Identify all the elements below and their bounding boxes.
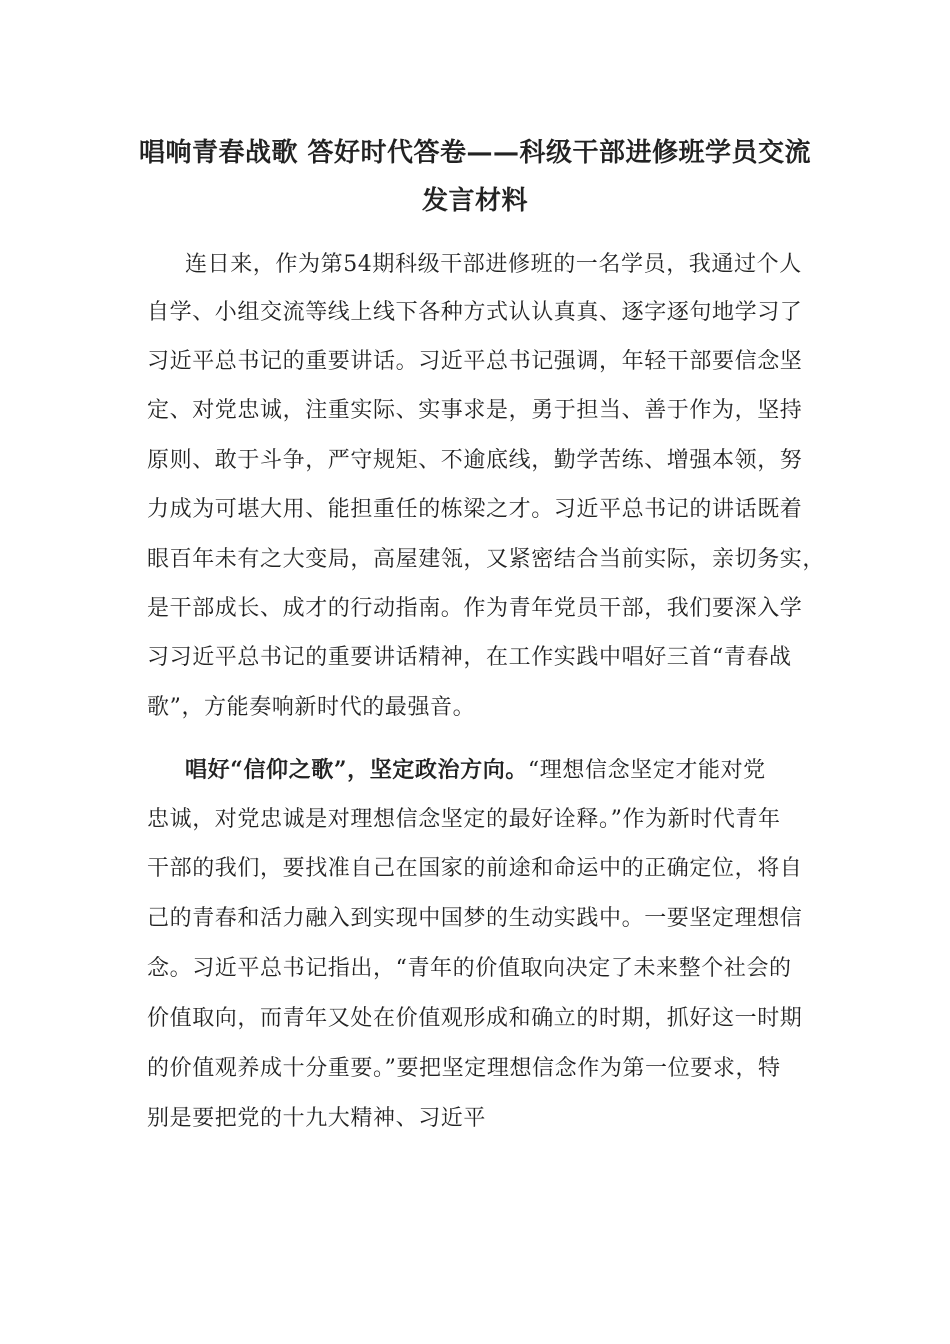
paragraph-1-line: 连日来，作为第54期科级干部进修班的一名学员，我通过个人 <box>185 252 802 277</box>
paragraph-2-line: 念。习近平总书记指出，“青年的价值取向决定了未来整个社会的 <box>147 956 792 981</box>
paragraph-2-line: 别是要把党的十九大精神、习近平 <box>147 1106 487 1131</box>
paragraph-2-first-line <box>185 757 766 784</box>
document-title-line-1: 唱响青春战歌 答好时代答卷——科级干部进修班学员交流 <box>138 138 812 168</box>
paragraph-1-line: 原则、敢于斗争，严守规矩、不逾底线，勤学苦练、增强本领，努 <box>147 448 803 473</box>
paragraph-2-line: 己的青春和活力融入到实现中国梦的生动实践中。一要坚定理想信 <box>147 906 803 931</box>
paragraph-1-line: 歌”，方能奏响新时代的最强音。 <box>147 695 476 720</box>
paragraph-2-line: 干部的我们，要找准自己在国家的前途和命运中的正确定位，将自 <box>147 856 803 881</box>
paragraph-2-heading: 唱好“信仰之歌”，坚定政治方向。 <box>185 757 528 783</box>
paragraph-2-line: 的价值观养成十分重要。”要把坚定理想信念作为第一位要求，特 <box>147 1056 781 1081</box>
paragraph-2-first-line-text: “理想信念坚定才能对党 <box>527 758 766 783</box>
paragraph-1-line: 自学、小组交流等线上线下各种方式认认真真、逐字逐句地学习了 <box>147 300 803 325</box>
paragraph-1-line: 力成为可堪大用、能担重任的栋梁之才。习近平总书记的讲话既着 <box>147 497 803 522</box>
paragraph-2-line: 价值取向，而青年又处在价值观形成和确立的时期，抓好这一时期 <box>147 1006 803 1031</box>
paragraph-1-line: 定、对党忠诚，注重实际、实事求是，勇于担当、善于作为，坚持 <box>147 398 803 423</box>
paragraph-2-line: 忠诚，对党忠诚是对理想信念坚定的最好诠释。”作为新时代青年 <box>147 807 781 832</box>
paragraph-1-line: 是干部成长、成才的行动指南。作为青年党员干部，我们要深入学 <box>147 596 803 621</box>
document-title-line-2: 发言材料 <box>421 186 528 216</box>
paragraph-1-line: 习近平总书记的重要讲话。习近平总书记强调，年轻干部要信念坚 <box>147 349 803 374</box>
paragraph-1-line: 习习近平总书记的重要讲话精神，在工作实践中唱好三首“青春战 <box>147 645 792 670</box>
paragraph-1-line: 眼百年未有之大变局，高屋建瓴，又紧密结合当前实际，亲切务实， <box>147 547 826 572</box>
